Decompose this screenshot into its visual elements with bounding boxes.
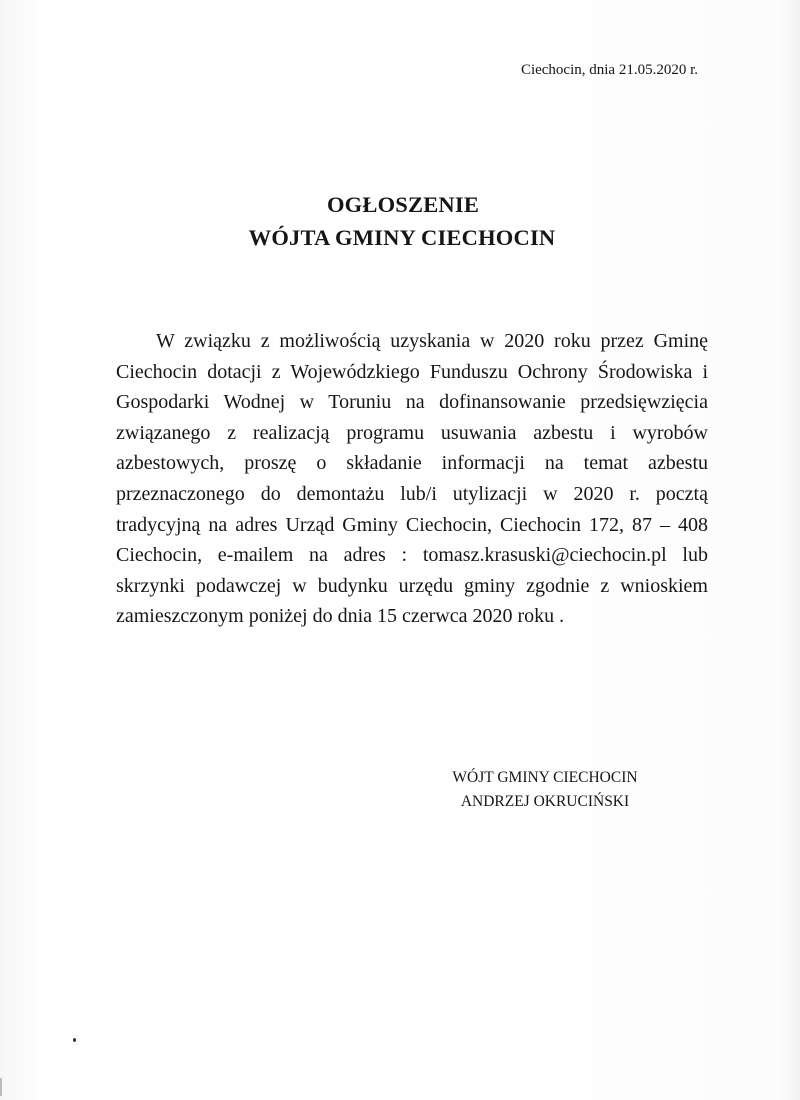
signature-block xyxy=(400,766,690,814)
scan-speck xyxy=(73,1038,76,1042)
title-line-2: WÓJTA GMINY CIECHOCIN xyxy=(248,225,556,250)
announcement-body: W związku z możliwością uzyskania w 2020 roku przez Gminę Ciechocin dotacji z Wojewódzkiego Funduszu Ochrony Środowiska i Gospodarki Wodnej w Toruniu na dofinansowanie przedsięwzięcia związanego z realizacją programu usuwania azbestu i wyrobów azbestowych, proszę o składanie informacji na temat azbestu przeznaczonego do demontażu lub/i utylizacji w 2020 r. pocztą tradycyjną na adres Urząd Gminy Ciechocin, Ciechocin 172, 87 – 408 Ciechocin, e-mailem na adres : tomasz.krasuski@ciechocin.pl lub skrzynki podawczej w budynku urzędu gminy zgodnie z wnioskiem zamieszczonym poniżej do dnia 15 czerwca 2020 roku . xyxy=(116,330,708,628)
date-line: Ciechocin, dnia 21.05.2020 r. xyxy=(520,62,698,78)
title-line-1: OGŁOSZENIE xyxy=(326,192,480,217)
signature-title: WÓJT GMINY CIECHOCIN xyxy=(452,769,638,786)
signature-name: ANDRZEJ OKRUCIŃSKI xyxy=(460,793,630,810)
document-title xyxy=(0,188,800,254)
scan-edge-mark xyxy=(0,1078,2,1096)
